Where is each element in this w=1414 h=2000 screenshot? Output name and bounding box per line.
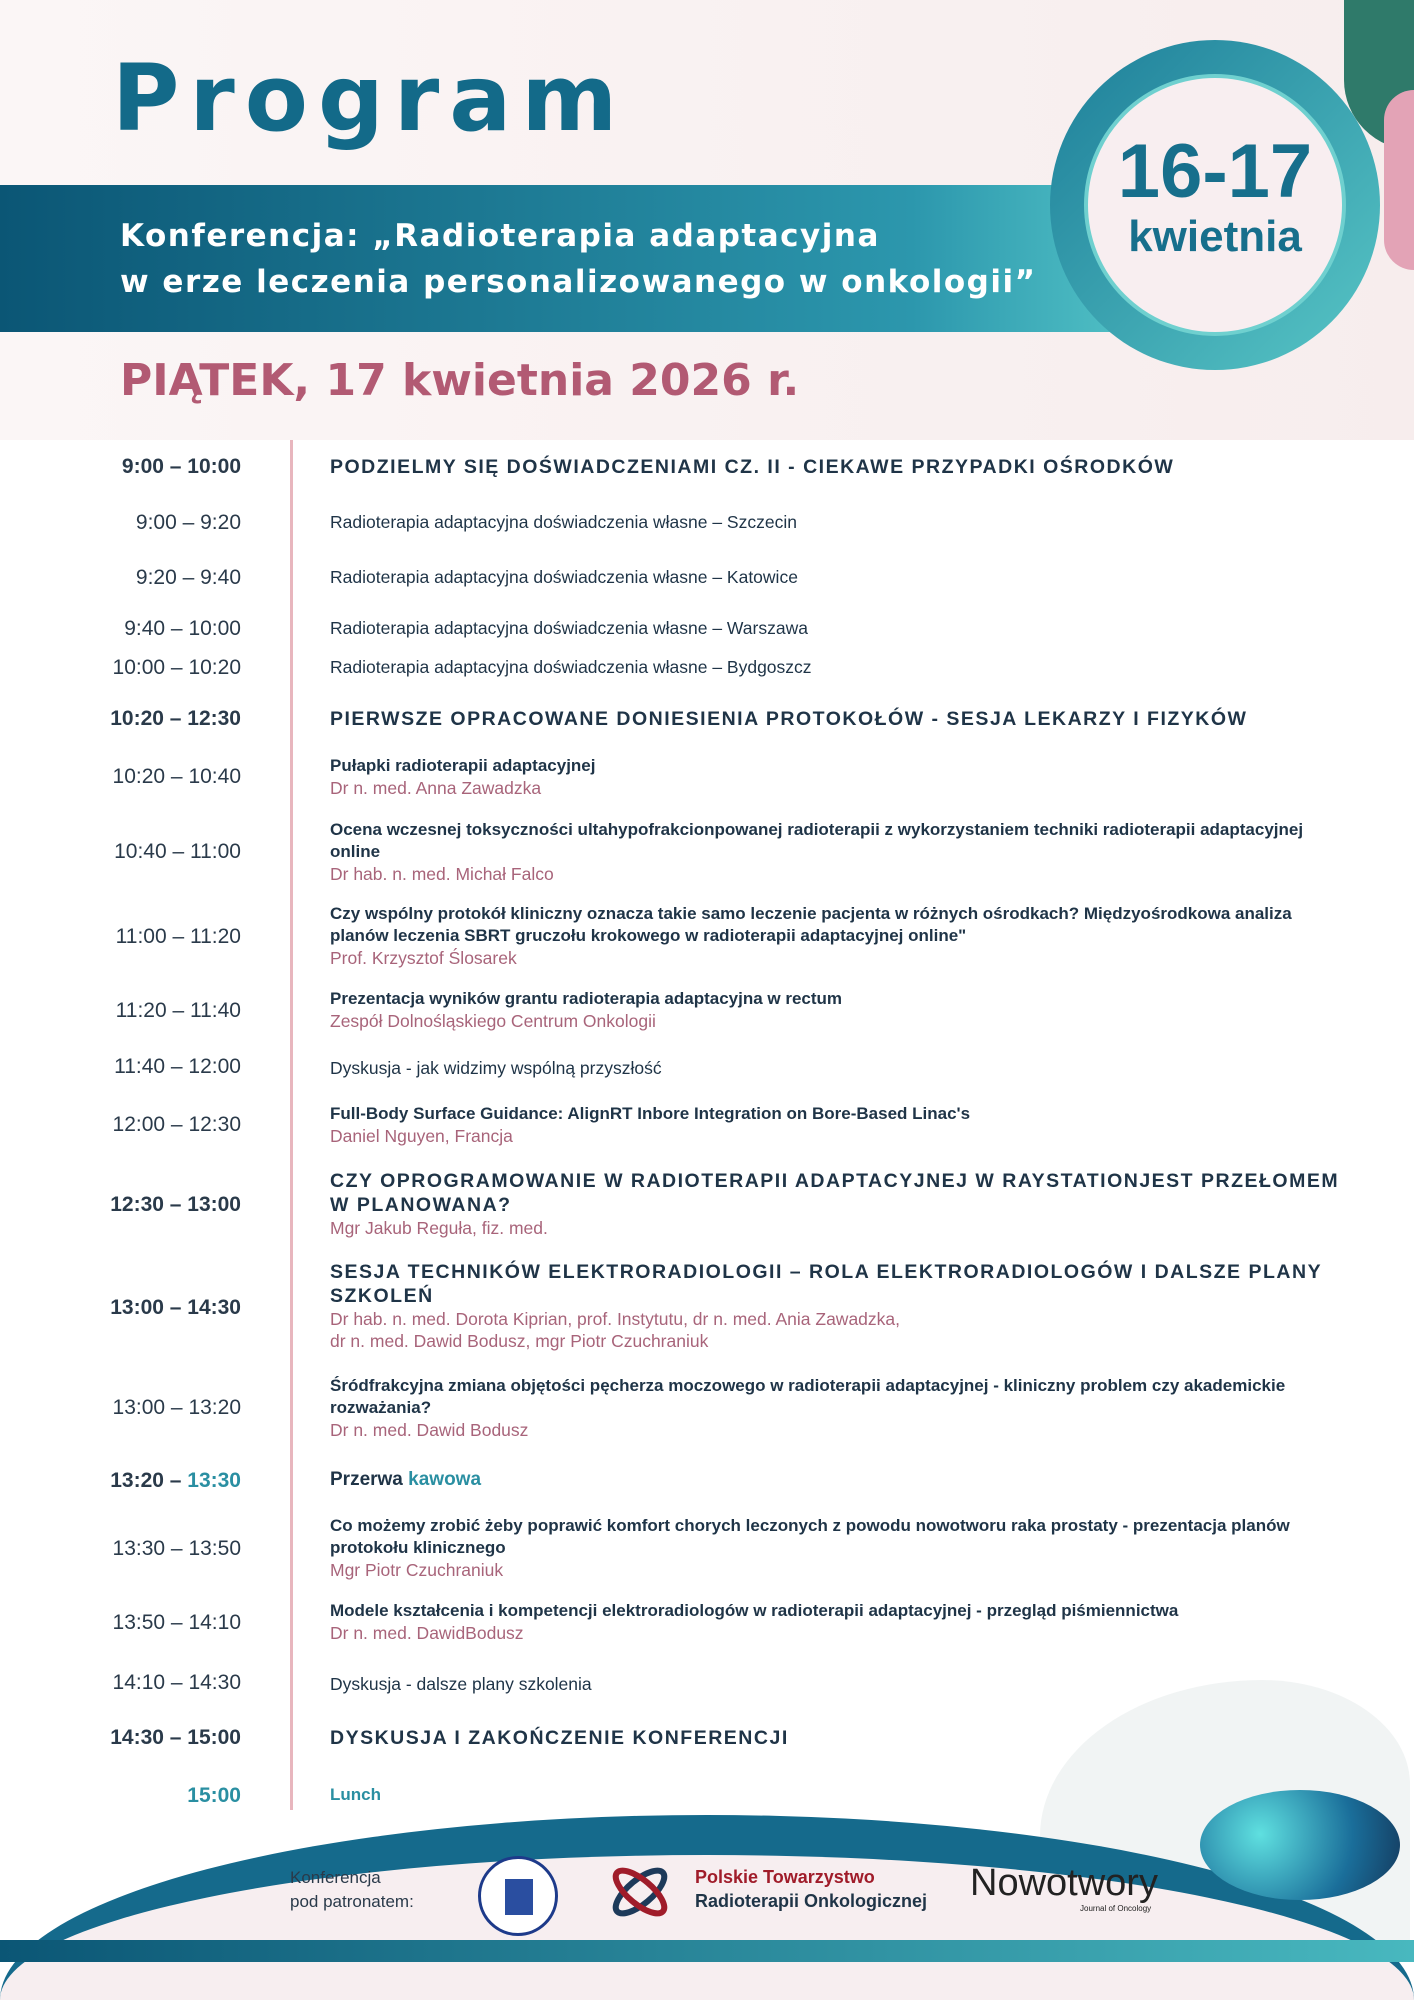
footer-bar (0, 1940, 1414, 1962)
time-slot: 10:40 – 11:00 (114, 840, 241, 863)
time-slot: 11:20 – 11:40 (115, 999, 241, 1022)
break-title (330, 1469, 1340, 1491)
time-slot (21, 1469, 241, 1493)
session-content (330, 1515, 1340, 1581)
time-slot: 9:00 – 10:00 (121, 455, 241, 478)
flower-decoration (1384, 90, 1414, 270)
time-slot: 12:30 – 13:00 (110, 1193, 241, 1216)
patronage-label-2: pod patronatem: (290, 1892, 414, 1911)
day-heading: PIĄTEK, 17 kwietnia 2026 r. (120, 355, 800, 406)
session-content (330, 1600, 1340, 1644)
conference-banner (0, 185, 1140, 332)
speaker: Mgr Piotr Czuchraniuk (330, 1560, 504, 1580)
session-content (330, 1103, 1340, 1147)
session-content (330, 617, 1340, 639)
time-slot: 15:00 (187, 1784, 241, 1807)
time-slot: 10:20 – 10:40 (112, 765, 241, 788)
nowotwory-logo (970, 1862, 1158, 1913)
session-content (330, 1260, 1340, 1352)
session-title: Radioterapia adaptacyjna doświadczenia własne – Warszawa (330, 618, 808, 638)
time-slot: 14:10 – 14:30 (112, 1671, 241, 1694)
conference-title-line1: Konferencja: „Radioterapia adaptacyjna (120, 218, 880, 254)
session-title: Modele kształcenia i kompetencji elektroradiologów w radioterapii adaptacyjnej - przegląd piśmiennictwa (330, 1601, 1179, 1620)
session-title: Ocena wczesnej toksyczności ultahypofrakcionpowanej radioterapii z wykorzystaniem techniki radioterapii adaptacyjnej online (330, 820, 1304, 861)
session-title: Lunch (330, 1785, 381, 1804)
session-title: Co możemy zrobić żeby poprawić komfort chorych leczonych z powodu nowotworu raka prostaty - prezentacja planów protokołu klinicznego (330, 1516, 1290, 1557)
time-slot: 12:00 – 12:30 (112, 1113, 241, 1136)
session-content (330, 656, 1340, 678)
speaker: Dr hab. n. med. Dorota Kiprian, prof. Instytutu, dr n. med. Ania Zawadzka, (330, 1309, 900, 1329)
speaker: Mgr Jakub Reguła, fiz. med. (330, 1218, 548, 1238)
session-title: PODZIELMY SIĘ DOŚWIADCZENIAMI CZ. II - CIEKAWE PRZYPADKI OŚRODKÓW (330, 456, 1175, 478)
time-slot: 10:00 – 10:20 (112, 656, 241, 679)
session-title: Śródfrakcyjna zmiana objętości pęcherza moczowego w radioterapii adaptacyjnej - kliniczny problem czy akademickie rozważania? (330, 1376, 1286, 1417)
speaker: Dr n. med. Anna Zawadzka (330, 778, 542, 798)
speaker: dr n. med. Dawid Bodusz, mgr Piotr Czuchraniuk (330, 1331, 709, 1351)
speaker: Daniel Nguyen, Francja (330, 1126, 513, 1146)
time-start: 13:20 – (110, 1469, 188, 1492)
time-slot: 9:00 – 9:20 (135, 511, 241, 534)
ptro-name-1: Polskie Towarzystwo (695, 1867, 875, 1887)
time-slot: 11:00 – 11:20 (115, 925, 241, 948)
session-title: Prezentacja wyników grantu radioterapia adaptacyjna w rectum (330, 989, 843, 1008)
date-month: kwietnia (1128, 212, 1302, 261)
ptro-name-2: Radioterapii Onkologicznej (695, 1891, 928, 1911)
time-slot: 10:20 – 12:30 (110, 707, 241, 730)
session-title: CZY OPROGRAMOWANIE W RADIOTERAPII ADAPTACYJNEJ W RAYSTATIONJEST PRZEŁOMEM W PLANOWANA? (330, 1170, 1340, 1216)
session-content (330, 707, 1340, 731)
time-end: 13:30 (187, 1469, 241, 1492)
session-title: Full-Body Surface Guidance: AlignRT Inbore Integration on Bore-Based Linac's (330, 1104, 971, 1123)
timeline-divider (290, 440, 293, 1810)
speaker: Dr n. med. Dawid Bodusz (330, 1420, 529, 1440)
pto-logo (478, 1856, 558, 1936)
session-title: Radioterapia adaptacyjna doświadczenia własne – Katowice (330, 567, 798, 587)
session-title: SESJA TECHNIKÓW ELEKTRORADIOLOGII – ROLA ELEKTRORADIOLOGÓW I DALSZE PLANY SZKOLEŃ (330, 1261, 1322, 1307)
time-slot: 14:30 – 15:00 (110, 1726, 241, 1749)
session-title: Dyskusja - jak widzimy wspólną przyszłość (330, 1058, 662, 1078)
time-slot: 13:50 – 14:10 (112, 1611, 241, 1634)
session-content (330, 1375, 1340, 1441)
time-slot: 9:40 – 10:00 (124, 617, 241, 640)
speaker: Prof. Krzysztof Ślosarek (330, 948, 517, 968)
time-slot: 9:20 – 9:40 (135, 566, 241, 589)
session-content (330, 755, 1340, 799)
session-content (330, 1169, 1340, 1239)
date-badge (1050, 40, 1380, 370)
break-label-b: kawowa (408, 1469, 482, 1490)
session-content (330, 566, 1340, 588)
speaker: Zespół Dolnośląskiego Centrum Onkologii (330, 1011, 656, 1031)
date-days: 16-17 (1117, 129, 1313, 214)
break-label-a: Przerwa (330, 1469, 409, 1490)
patronage-label-1: Konferencja (290, 1868, 381, 1887)
time-slot: 11:40 – 12:00 (114, 1055, 241, 1078)
ptro-logo-icon (605, 1862, 675, 1922)
session-content (330, 819, 1340, 885)
speaker: Dr n. med. DawidBodusz (330, 1623, 524, 1643)
conference-title-line2: w erze leczenia personalizowanego w onkologii” (120, 264, 1037, 300)
session-title: Radioterapia adaptacyjna doświadczenia własne – Bydgoszcz (330, 657, 812, 677)
journal-name: Nowotwory (970, 1862, 1158, 1904)
journal-subtitle: Journal of Oncology (1080, 1904, 1152, 1913)
session-content (330, 988, 1340, 1032)
session-content (330, 1057, 1340, 1079)
session-title: PIERWSZE OPRACOWANE DONIESIENIA PROTOKOŁÓW - SESJA LEKARZY I FIZYKÓW (330, 708, 1248, 730)
chameleon-illustration (1200, 1790, 1400, 1900)
session-content (330, 455, 1340, 479)
session-content (330, 511, 1340, 533)
session-title: Radioterapia adaptacyjna doświadczenia własne – Szczecin (330, 512, 797, 532)
ptro-logo-text (695, 1865, 927, 1913)
session-title: Czy wspólny protokół kliniczny oznacza takie samo leczenie pacjenta w różnych ośrodkach? Międzyośrodkowa analiza planów leczenia SBRT gruczołu krokowego w radioterapii adaptacyjnej online" (330, 904, 1292, 945)
speaker: Dr hab. n. med. Michał Falco (330, 864, 554, 884)
session-title: Pułapki radioterapii adaptacyjnej (330, 756, 596, 775)
medical-cross-icon (505, 1879, 533, 1915)
session-title: Dyskusja - dalsze plany szkolenia (330, 1674, 592, 1694)
time-slot: 13:00 – 14:30 (110, 1296, 241, 1319)
session-content (330, 903, 1340, 969)
session-title: DYSKUSJA I ZAKOŃCZENIE KONFERENCJI (330, 1727, 789, 1749)
time-slot: 13:00 – 13:20 (112, 1396, 241, 1419)
time-slot: 13:30 – 13:50 (112, 1537, 241, 1560)
page-title: Program (112, 45, 628, 152)
